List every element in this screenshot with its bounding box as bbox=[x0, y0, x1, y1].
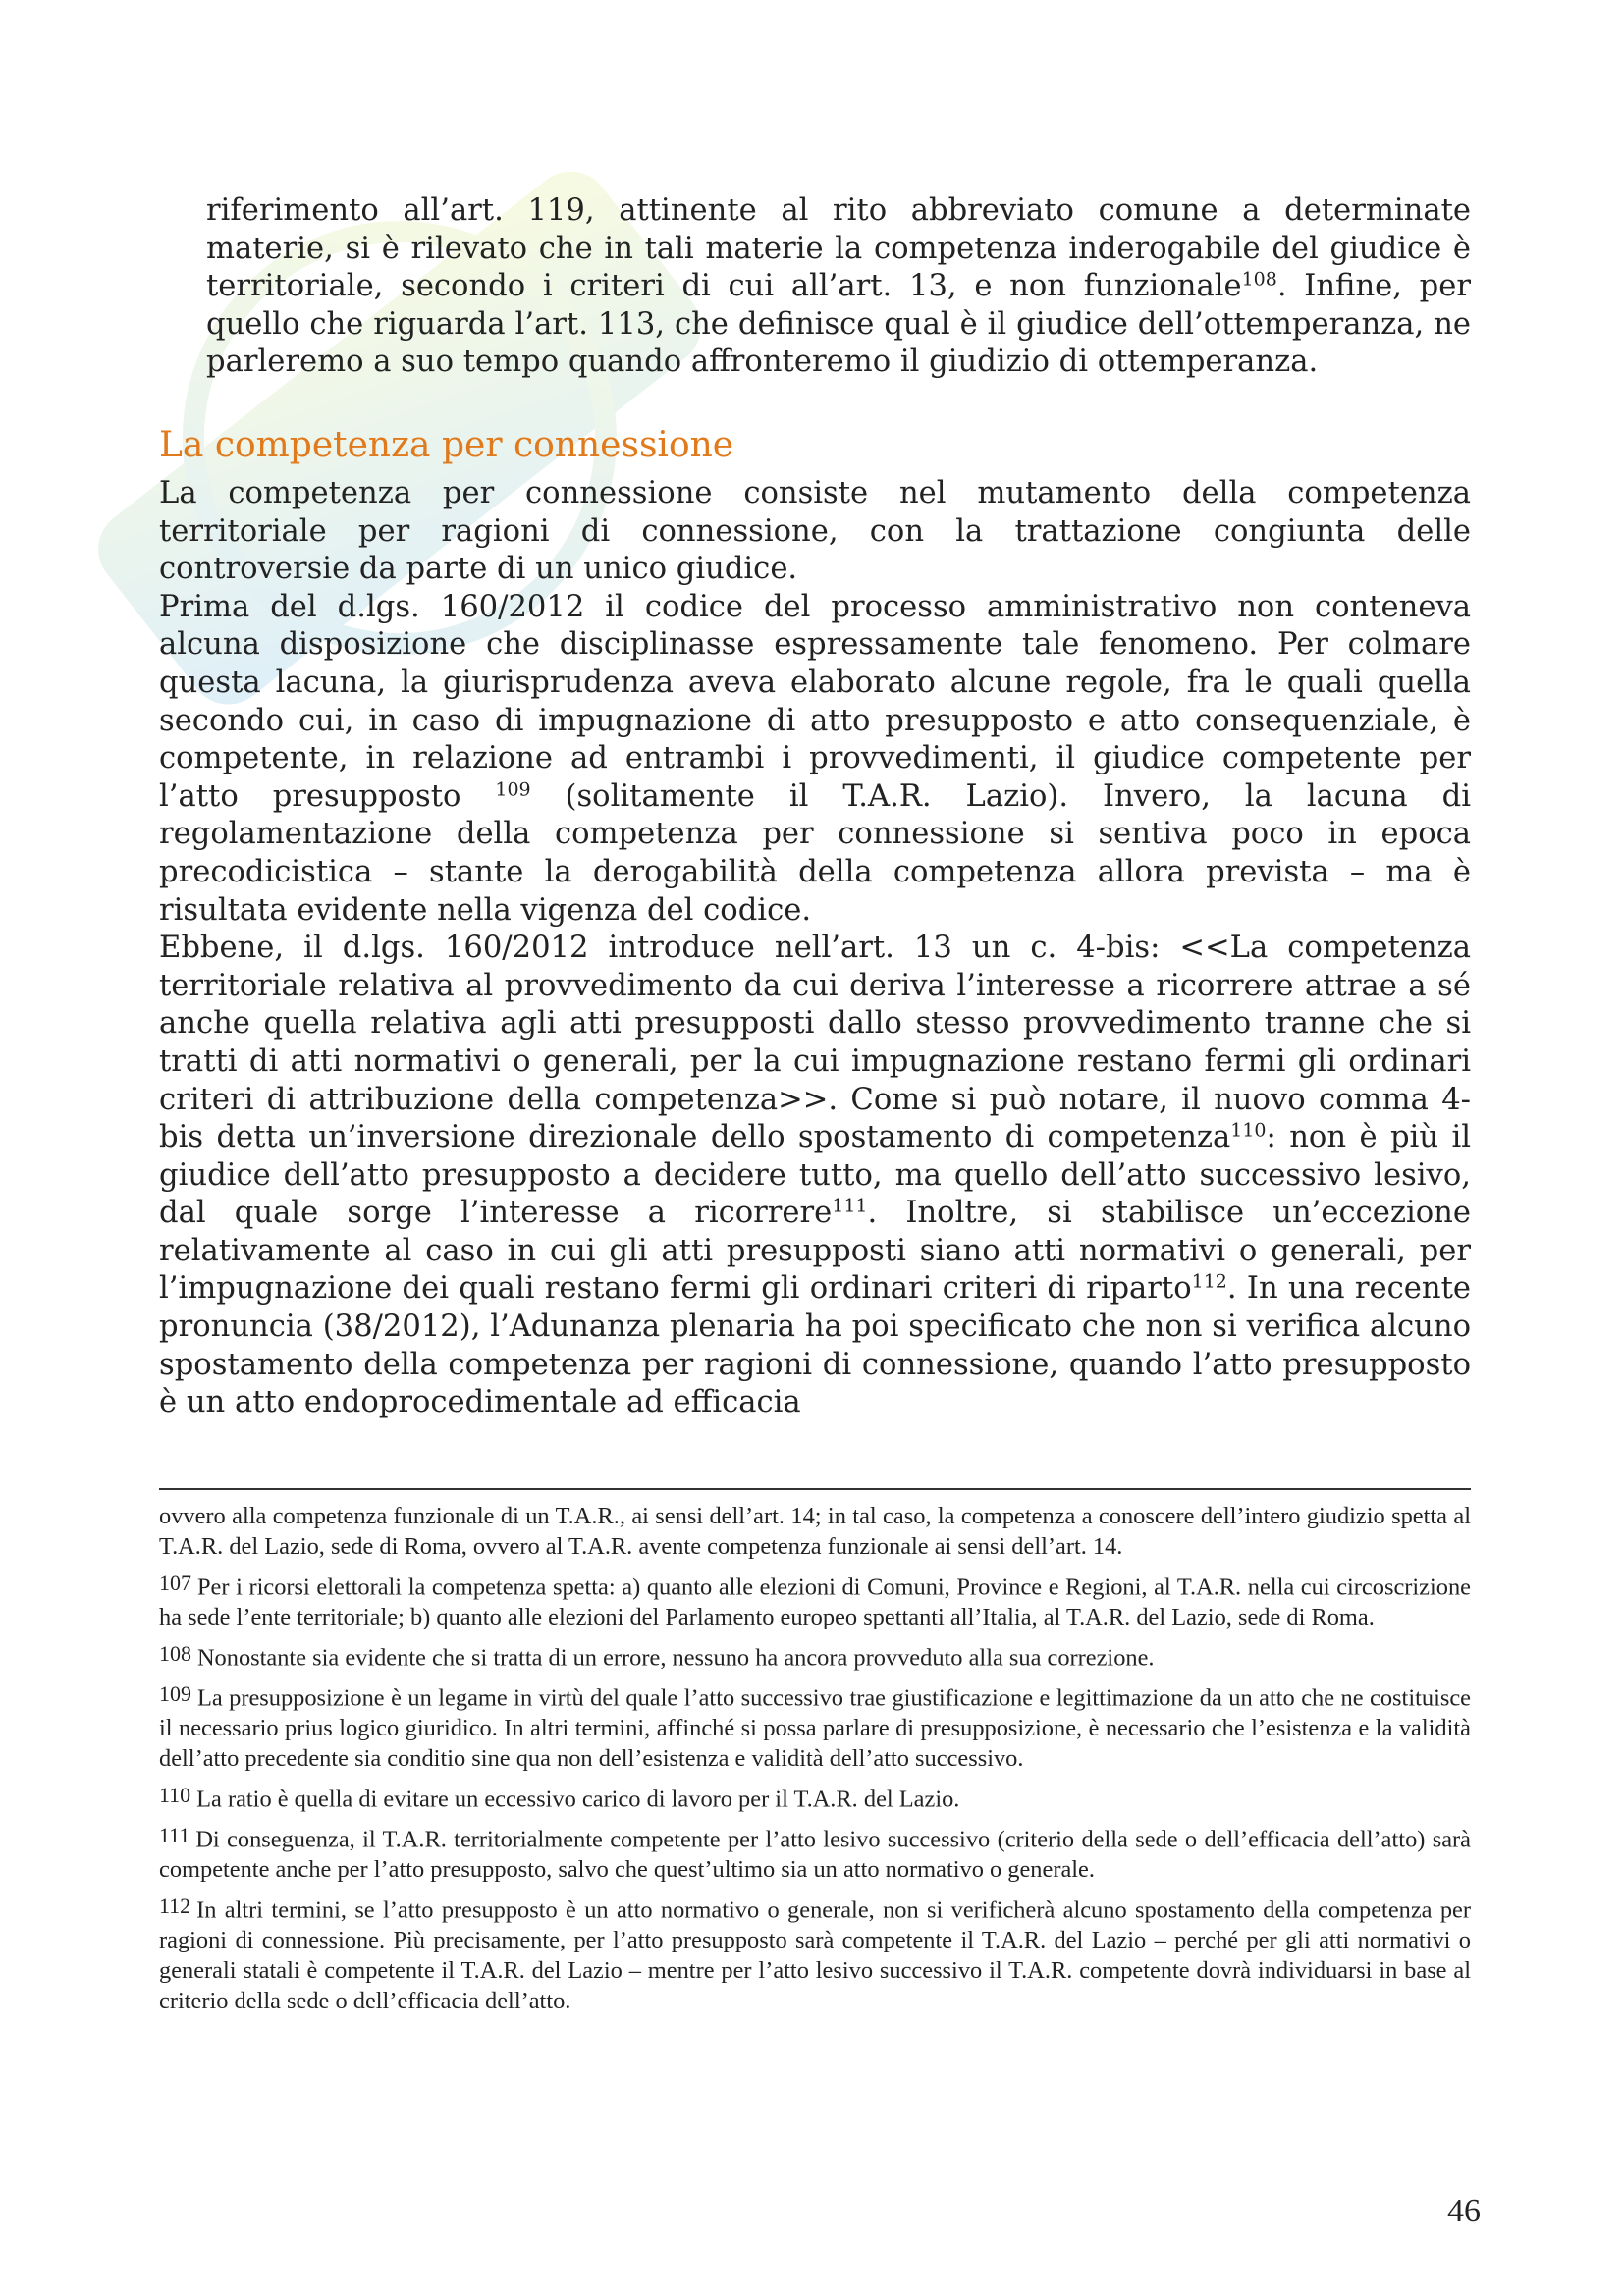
intro-paragraph bbox=[206, 192, 1471, 382]
footnote-ref-108[interactable]: 108 bbox=[1241, 268, 1277, 291]
footnote-107: 107 Per i ricorsi elettorali la competenza spetta: a) quanto alle elezioni di Comuni, Province e Regioni, al T.A.R. nella cui circoscrizione ha sede l’ente territoriale; b) quanto alle elezioni del Parlamento europeo spettanti all’Italia, al T.A.R. del Lazio, sede di Roma. bbox=[159, 1570, 1471, 1630]
footnote-112: 112 In altri termini, se l’atto presupposto è un atto normativo o generale, non si verificherà alcuno spostamento della competenza per ragioni di connessione. Più precisamente, per l’atto presupposto sarà competente il T.A.R. del Lazio – perché per gli atti normativi o generali statali è competente il T.A.R. del Lazio – mentre per l’atto lesivo successivo il T.A.R. competente dovrà individuarsi in base al criterio della sede o dell’efficacia dell’atto. bbox=[159, 1893, 1471, 2014]
paragraph-2: Prima del d.lgs. 160/2012 il codice del processo amministrativo non conteneva alcuna disposizione che disciplinasse espressamente tale fenomeno. Per colmare questa lacuna, la giurisprudenza aveva elaborato alcune regole, fra le quali quella secondo cui, in caso di impugnazione di atto presupposto e atto consequenziale, è competente, in relazione ad entrambi i provvedimenti, il giudice competente per l’atto presupposto $^{109}$ (solitamente il T.A.R. Lazio). Invero, la lacuna di regolamentazione della competenza per connessione si sentiva poco in epoca precodicistica – stante la derogabilità della competenza allora prevista – ma è risultata evidente nella vigenza del codice. bbox=[159, 589, 1471, 928]
footnote-110: 110 La ratio è quella di evitare un eccessivo carico di lavoro per il T.A.R. del Lazio. bbox=[159, 1782, 960, 1812]
footnote-111: 111 Di conseguenza, il T.A.R. territorialmente competente per l’atto lesivo successivo (criterio della sede o dell’efficacia dell’atto) sarà competente anche per l’atto presupposto, salvo che quest’ultimo sia un atto normativo o generale. bbox=[159, 1822, 1471, 1883]
intro-text-continued: . Infine, per quello che riguarda l’art. 113, che definisce qual è il giudice dell’ottemperanza, ne parleremo a suo tempo quando affronteremo il giudizio di ottemperanza. bbox=[206, 269, 1471, 380]
paragraph-3: Ebbene, il d.lgs. 160/2012 introduce nell’art. 13 un c. 4-bis: <<La competenza territoriale relativa al provvedimento da cui deriva l’interesse a ricorrere attrae a sé anche quella relativa agli atti presupposti dallo stesso provvedimento tranne che si tratti di atti normativi o generali, per la cui impugnazione restano fermi gli ordinari criteri di attribuzione della competenza>>. Come si può notare, il nuovo comma 4-bis detta un’inversione direzionale dello spostamento di competenza$^{110}$: non è più il giudice dell’atto presupposto a decidere tutto, ma quello dell’atto successivo lesivo, dal quale sorge l’interesse a ricorrere$^{111}$. Inoltre, si stabilisce un’eccezione relativamente al caso in cui gli atti presupposti siano atti normativi o generali, per l’impugnazione dei quali restano fermi gli ordinari criteri di riparto$^{112}$. In una recente pronuncia (38/2012), l’Adunanza plenaria ha poi specificato che non si verifica alcuno spostamento della competenza per ragioni di connessione, quando l’atto presupposto è un atto endoprocedimentale ad efficacia bbox=[159, 931, 1472, 1420]
footnote-ref-111[interactable]: 111 bbox=[832, 1195, 868, 1217]
footnote-109: 109 La presupposizione è un legame in virtù del quale l’atto successivo trae giustificazione e legittimazione da un atto che ne costituisce il necessario prius logico giuridico. In altri termini, affinché si possa parlare di presupposizione, è necessario che l’esistenza e la validità dell’atto precedente sia conditio sine qua non dell’esistenza e validità dell’atto successivo. bbox=[159, 1681, 1471, 1772]
footnote-continuation: ovvero alla competenza funzionale di un T.A.R., ai sensi dell’art. 14; in tal caso, la competenza a conoscere dell’intero giudizio spetta al T.A.R. del Lazio, sede di Roma, ovvero al T.A.R. avente competenza funzionale ai sensi dell’art. 14. bbox=[159, 1503, 1471, 1560]
footnote-ref-110[interactable]: 110 bbox=[1230, 1119, 1267, 1142]
paragraph-1: La competenza per connessione consiste nel mutamento della competenza territoriale per ragioni di connessione, con la trattazione congiunta delle controversie da parte di un unico giudice. bbox=[159, 476, 1471, 587]
footnote-ref-109[interactable]: 109 bbox=[495, 778, 531, 801]
footnote-divider bbox=[159, 1488, 1471, 1490]
footnote-108: 108 Nonostante sia evidente che si tratta di un errore, nessuno ha ancora provveduto alla sua correzione. bbox=[159, 1640, 1155, 1671]
section-heading: La competenza per connessione bbox=[159, 425, 734, 465]
page-number: 46 bbox=[1447, 2193, 1481, 2229]
footnotes bbox=[159, 1502, 1471, 2022]
footnote-ref-112[interactable]: 112 bbox=[1191, 1271, 1227, 1294]
intro-text: riferimento all’art. 119, attinente al rito abbreviato comune a determinate materie, si è rilevato che in tali materie la competenza inderogabile del giudice è territoriale, secondo i criteri di cui all’art. 13, e non funzionale bbox=[206, 193, 1471, 304]
main-body bbox=[159, 475, 1471, 1422]
